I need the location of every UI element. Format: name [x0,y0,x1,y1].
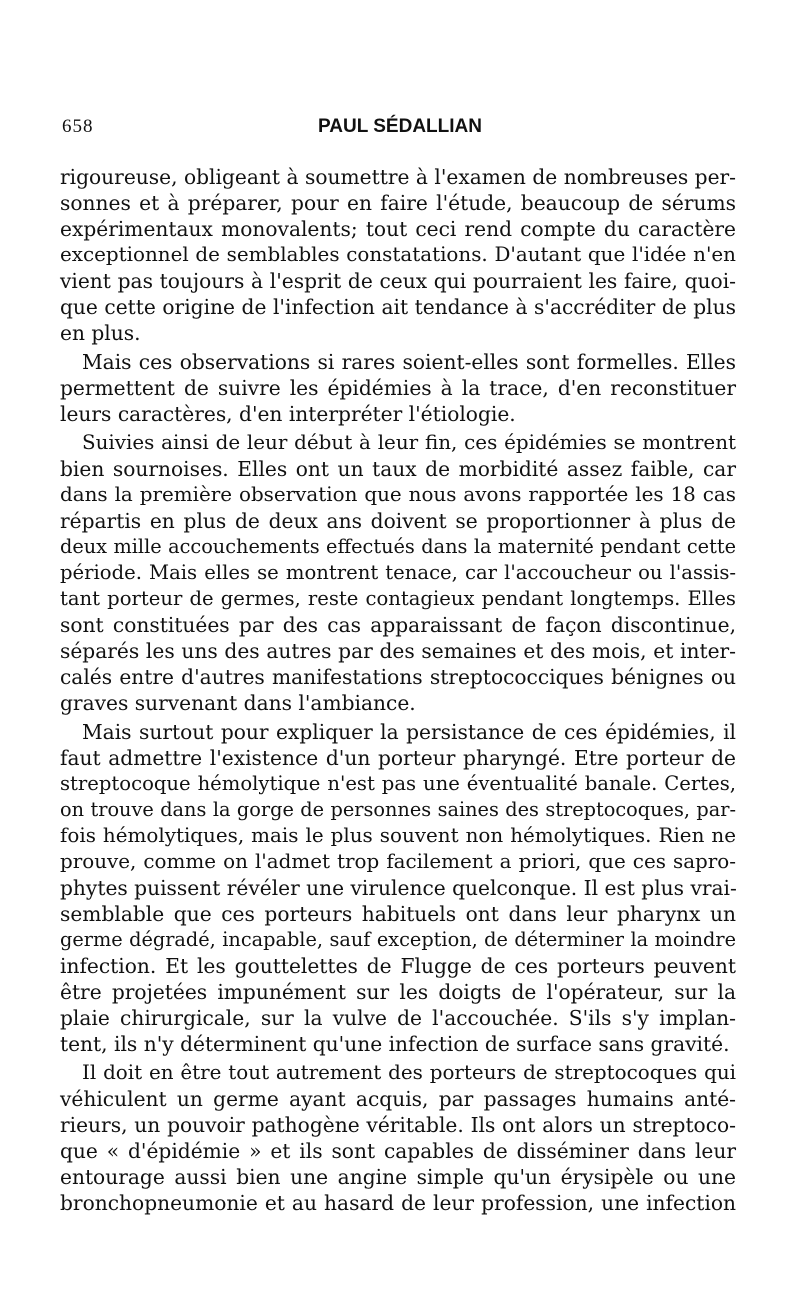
text-line: fois hémolytiques, mais le plus souvent non hémolytiques. Rien ne [60,824,736,847]
text-line: être projetées impunément sur les doigts de l'opérateur, sur la [60,980,736,1004]
page-header [62,112,738,142]
paragraph-first-line: Mais surtout pour expliquer la persistance de ces épidémies, il [82,720,736,744]
text-line: bronchopneumonie et au hasard de leur profession, une infection [60,1191,736,1215]
text-line: deux mille accouchements effectués dans la maternité pendant cette [60,535,736,558]
text-line: tent, ils n'y déterminent qu'une infection de surface sans gravité. [60,1032,730,1056]
text-line: expérimentaux monovalents; tout ceci rend compte du caractère [60,217,736,241]
text-line: streptocoque hémolytique n'est pas une éventualité banale. Certes, [60,772,736,795]
text-line: infection. Et les gouttelettes de Flugge de ces porteurs peuvent [60,954,736,978]
text-line: entourage aussi bien une angine simple qu'un érysipèle ou une [60,1165,736,1189]
running-title: PAUL SÉDALLIAN [318,116,482,137]
text-line: rigoureuse, obligeant à soumettre à l'examen de nombreuses per- [60,165,736,189]
text-line: dans la première observation que nous avons rapportée les 18 cas [60,483,736,506]
text-line: permettent de suivre les épidémies à la trace, d'en reconstituer [60,376,736,400]
text-line: véhiculent un germe ayant acquis, par passages humains anté- [60,1087,736,1111]
text-line: prouve, comme on l'admet trop facilement a priori, que ces sapro- [60,850,736,873]
text-line: période. Mais elles se montrent tenace, car l'accoucheur ou l'assis- [60,561,736,584]
text-line: germe dégradé, incapable, sauf exception, de déterminer la moindre [60,928,736,951]
paragraph-first-line: Mais ces observations si rares soient-elles sont formelles. Elles [82,350,736,374]
text-line: que cette origine de l'infection ait tendance à s'accréditer de plus [60,295,736,319]
text-line: faut admettre l'existence d'un porteur pharyngé. Etre porteur de [60,746,736,770]
text-line: exceptionnel de semblables constatations. D'autant que l'idée n'en [60,243,736,266]
text-line: plaie chirurgicale, sur la vulve de l'accouchée. S'ils s'y implan- [60,1006,736,1030]
text-line: on trouve dans la gorge de personnes saines des streptocoques, par- [60,798,736,821]
paragraph-first-line: Il doit en être tout autrement des porteurs de streptocoques qui [82,1061,736,1084]
text-line: séparés les uns des autres par des semaines et des mois, et inter- [60,639,736,663]
text-line: graves survenant dans l'ambiance. [60,691,416,715]
text-line: sont constituées par des cas apparaissant de façon discontinue, [60,613,736,637]
text-line: bien sournoises. Elles ont un taux de morbidité assez faible, car [60,457,736,481]
text-line: rieurs, un pouvoir pathogène véritable. Ils ont alors un streptoco- [60,1113,736,1137]
text-line: vient pas toujours à l'esprit de ceux qui pourraient les faire, quoi- [60,269,736,293]
paragraph-first-line: Suivies ainsi de leur début à leur fin, ces épidémies se montrent [82,431,736,454]
text-line: leurs caractères, d'en interpréter l'étiologie. [60,402,516,426]
text-line: calés entre d'autres manifestations streptococciques bénignes ou [60,665,736,689]
text-line: que « d'épidémie » et ils sont capables de disséminer dans leur [60,1139,736,1163]
text-line: sonnes et à préparer, pour en faire l'étude, beaucoup de sérums [60,191,736,215]
text-line: en plus. [60,321,141,345]
text-line: semblable que ces porteurs habituels ont dans leur pharynx un [60,902,736,926]
text-line: tant porteur de germes, reste contagieux pendant longtemps. Elles [60,587,736,610]
text-line: répartis en plus de deux ans doivent se proportionner à plus de [60,509,736,533]
text-line: phytes puissent révéler une virulence quelconque. Il est plus vrai- [60,876,737,900]
page-number: 658 [62,116,94,137]
